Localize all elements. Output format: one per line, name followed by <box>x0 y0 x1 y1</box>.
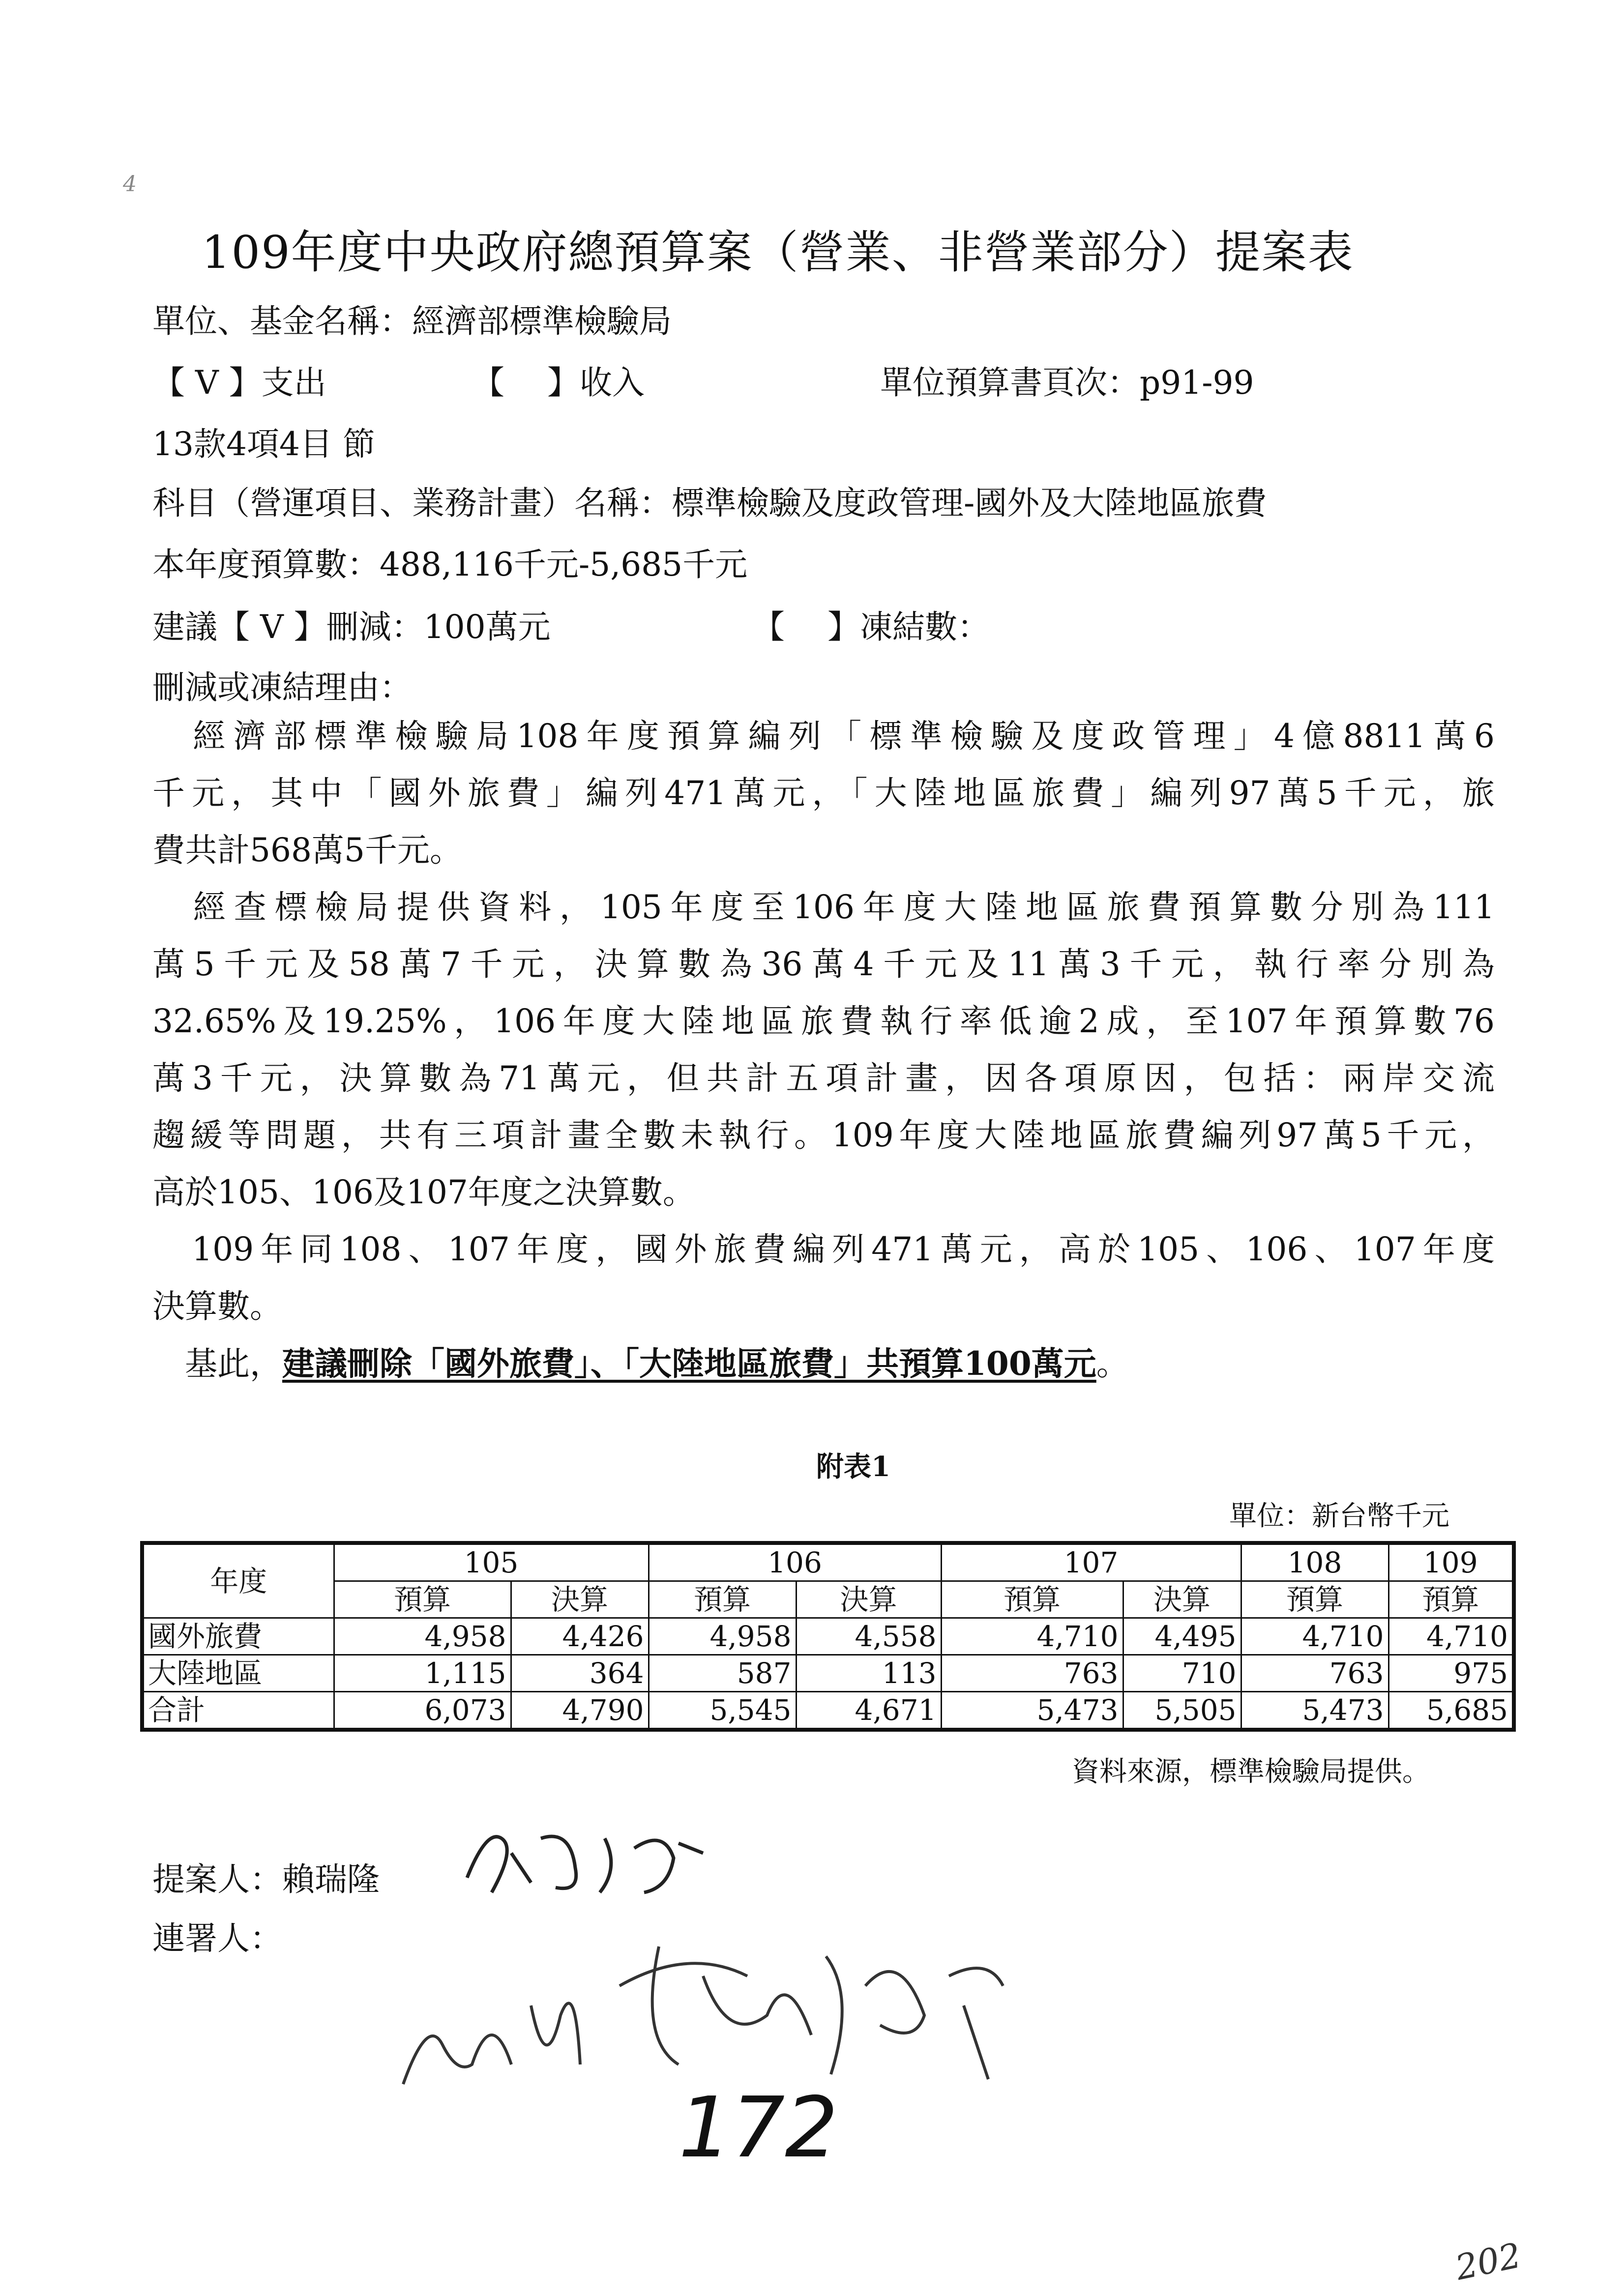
table-cell: 4,790 <box>511 1692 649 1730</box>
conclusion <box>152 1335 1495 1392</box>
year-header: 107 <box>941 1543 1241 1581</box>
text-line: 費共計568萬5千元。 <box>152 831 462 869</box>
table-cell: 4,426 <box>511 1618 649 1655</box>
table-cell: 975 <box>1388 1655 1514 1692</box>
table-cell: 4,671 <box>796 1692 941 1730</box>
text-line: 萬5千元及58萬7千元，決算數為36萬4千元及11萬3千元，執行率分別為 <box>152 945 1495 983</box>
table-cell: 5,685 <box>1388 1692 1514 1730</box>
freeze-suggestion: 【 】凍結數： <box>752 608 990 646</box>
table-cell: 587 <box>649 1655 796 1692</box>
table-cell: 5,473 <box>1241 1692 1388 1730</box>
table-cell: 6,073 <box>334 1692 511 1730</box>
table-cell: 4,958 <box>334 1618 511 1655</box>
table-cell: 710 <box>1123 1655 1241 1692</box>
budget-page: 單位預算書頁次：p91-99 <box>880 364 1254 402</box>
sub-header: 預算 <box>1388 1581 1514 1618</box>
sub-header: 預算 <box>649 1581 796 1618</box>
table-cell: 5,545 <box>649 1692 796 1730</box>
conclusion-suffix: 。 <box>1096 1345 1129 1383</box>
paragraph-3 <box>152 1221 1495 1335</box>
sub-header: 預算 <box>941 1581 1123 1618</box>
budget-table <box>140 1541 1516 1732</box>
text-line: 千元，其中「國外旅費」編列471萬元，「大陸地區旅費」編列97萬5千元，旅 <box>152 774 1495 812</box>
cosigner-label: 連署人： <box>152 1919 282 1957</box>
paragraph-1 <box>152 708 1495 879</box>
table-cell: 1,115 <box>334 1655 511 1692</box>
text-line: 經濟部標準檢驗局108年度預算編列「標準檢驗及度政管理」4億8811萬6 <box>152 717 1495 755</box>
table-cell: 113 <box>796 1655 941 1692</box>
income-checkbox: 【 】收入 <box>472 364 645 402</box>
sub-header: 決算 <box>511 1581 649 1618</box>
sub-header: 預算 <box>1241 1581 1388 1618</box>
table-cell: 4,958 <box>649 1618 796 1655</box>
page-title: 109年度中央政府總預算案（營業、非營業部分）提案表 <box>202 226 1354 279</box>
table-cell: 4,710 <box>1241 1618 1388 1655</box>
table-cell: 364 <box>511 1655 649 1692</box>
table-header-years <box>142 1543 1514 1581</box>
sub-header: 決算 <box>796 1581 941 1618</box>
text-line: 趨緩等問題，共有三項計畫全數未執行。109年度大陸地區旅費編列97萬5千元， <box>152 1116 1495 1154</box>
handwritten-number: 172 <box>679 2079 838 2177</box>
cut-suggestion: 建議【 V 】刪減：100萬元 <box>152 608 551 646</box>
text-line: 109年同108、107年度，國外旅費編列471萬元，高於105、106、107年度 <box>152 1230 1495 1268</box>
paragraph-2 <box>152 879 1495 1221</box>
subject: 科目（營運項目、業務計畫）名稱：標準檢驗及度政管理-國外及大陸地區旅費 <box>152 484 1267 522</box>
text-line: 32.65%及19.25%，106年度大陸地區旅費執行率低逾2成，至107年預算數76 <box>152 1002 1495 1040</box>
table-cell: 763 <box>941 1655 1123 1692</box>
table-header-sub <box>142 1581 1514 1618</box>
table-cell: 4,710 <box>1388 1618 1514 1655</box>
text-line: 決算數。 <box>152 1287 282 1325</box>
year-header: 105 <box>334 1543 649 1581</box>
proposer-label: 提案人：賴瑞隆 <box>152 1860 380 1898</box>
unit-name: 單位、基金名稱：經濟部標準檢驗局 <box>152 302 672 340</box>
table-cell: 763 <box>1241 1655 1388 1692</box>
year-header: 109 <box>1388 1543 1514 1581</box>
page-mark: 202 <box>1451 2235 1525 2288</box>
year-header: 108 <box>1241 1543 1388 1581</box>
text-line: 高於105、106及107年度之決算數。 <box>152 1173 695 1211</box>
reason-body <box>152 708 1495 1392</box>
table-source: 資料來源，標準檢驗局提供。 <box>1072 1756 1430 1788</box>
corner-mark: 4 <box>123 172 137 197</box>
table-cell: 4,710 <box>941 1618 1123 1655</box>
table-cell: 5,473 <box>941 1692 1123 1730</box>
conclusion-prefix: 基此， <box>152 1345 282 1383</box>
row-label: 國外旅費 <box>142 1618 334 1655</box>
year-header: 106 <box>649 1543 941 1581</box>
table-cell: 5,505 <box>1123 1692 1241 1730</box>
table-cell: 4,558 <box>796 1618 941 1655</box>
reason-label: 刪減或凍結理由： <box>152 668 412 706</box>
text-line: 萬3千元，決算數為71萬元，但共計五項計畫，因各項原因，包括：兩岸交流 <box>152 1059 1495 1097</box>
row-label: 大陸地區 <box>142 1655 334 1692</box>
expense-checkbox: 【 V 】支出 <box>152 364 326 402</box>
budget-amount: 本年度預算數：488,116千元-5,685千元 <box>152 546 748 583</box>
row-label: 合計 <box>142 1692 334 1730</box>
conclusion-emphasis: 建議刪除「國外旅費」、「大陸地區旅費」共預算100萬元 <box>282 1344 1096 1383</box>
proposer-signature <box>457 1809 752 1907</box>
sub-header: 決算 <box>1123 1581 1241 1618</box>
text-line: 經查標檢局提供資料，105年度至106年度大陸地區旅費預算數分別為111 <box>152 888 1495 926</box>
table-row <box>142 1618 1514 1655</box>
corner-header: 年度 <box>142 1543 334 1618</box>
table-row <box>142 1692 1514 1730</box>
sub-header: 預算 <box>334 1581 511 1618</box>
table-cell: 4,495 <box>1123 1618 1241 1655</box>
section: 13款4項4目 節 <box>152 425 375 463</box>
table-row <box>142 1655 1514 1692</box>
table-unit: 單位：新台幣千元 <box>1229 1500 1449 1532</box>
table-caption: 附表1 <box>816 1451 890 1483</box>
